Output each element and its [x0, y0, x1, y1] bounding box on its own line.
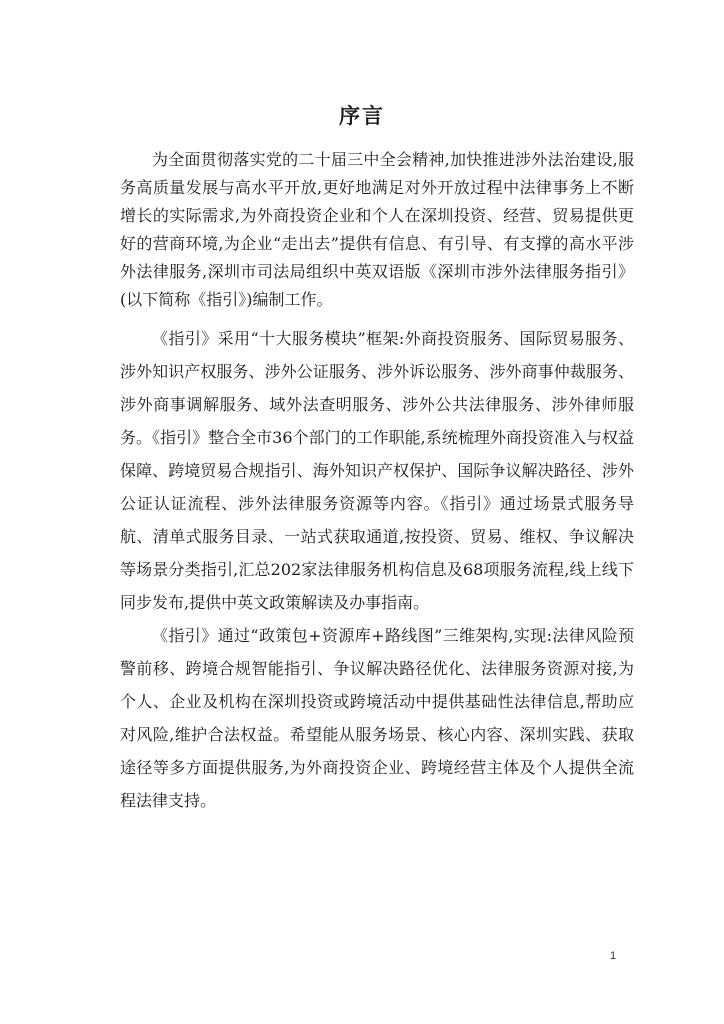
page-number: 1 [610, 950, 617, 962]
document-body [120, 146, 634, 817]
paragraph-1: 为全面贯彻落实党的二十届三中全会精神,加快推进涉外法治建设,服务高质量发展与高水平开放,更好地满足对外开放过程中法律事务上不断增长的实际需求,为外商投资企业和个人在深圳投资、经营、贸易提供更好的营商环境,为企业“走出去”提供有信息、有引导、有支撑的高水平涉外法律服务,深圳市司法局组织中英双语版《深圳市涉外法律服务指引》(以下简称《指引》)编制工作。 [120, 150, 634, 309]
paragraph-3: 《指引》通过“政策包+资源库+路线图”三维架构,实现:法律风险预警前移、跨境合规智能指引、争议解决路径优化、法律服务资源对接,为个人、企业及机构在深圳投资或跨境活动中提供基础性法律信息,帮助应对风险,维护合法权益。希望能从服务场景、核心内容、深圳实践、获取途径等多方面提供服务,为外商投资企业、跨境经营主体及个人提供全流程法律支持。 [120, 626, 634, 810]
page-title: 序言 [339, 104, 385, 128]
paragraph-2: 《指引》采用“十大服务模块”框架:外商投资服务、国际贸易服务、涉外知识产权服务、涉外公证服务、涉外诉讼服务、涉外商事仲裁服务、涉外商事调解服务、域外法查明服务、涉外公共法律服务、涉外律师服务。《指引》整合全市36个部门的工作职能,系统梳理外商投资准入与权益保障、跨境贸易合规指引、海外知识产权保护、国际争议解决路径、涉外公证认证流程、涉外法律服务资源等内容。《指引》通过场景式服务导航、清单式服务目录、一站式获取通道,按投资、贸易、维权、争议解决等场景分类指引,汇总202家法律服务机构信息及68项服务流程,线上线下同步发布,提供中英文政策解读及办事指南。 [120, 329, 634, 612]
